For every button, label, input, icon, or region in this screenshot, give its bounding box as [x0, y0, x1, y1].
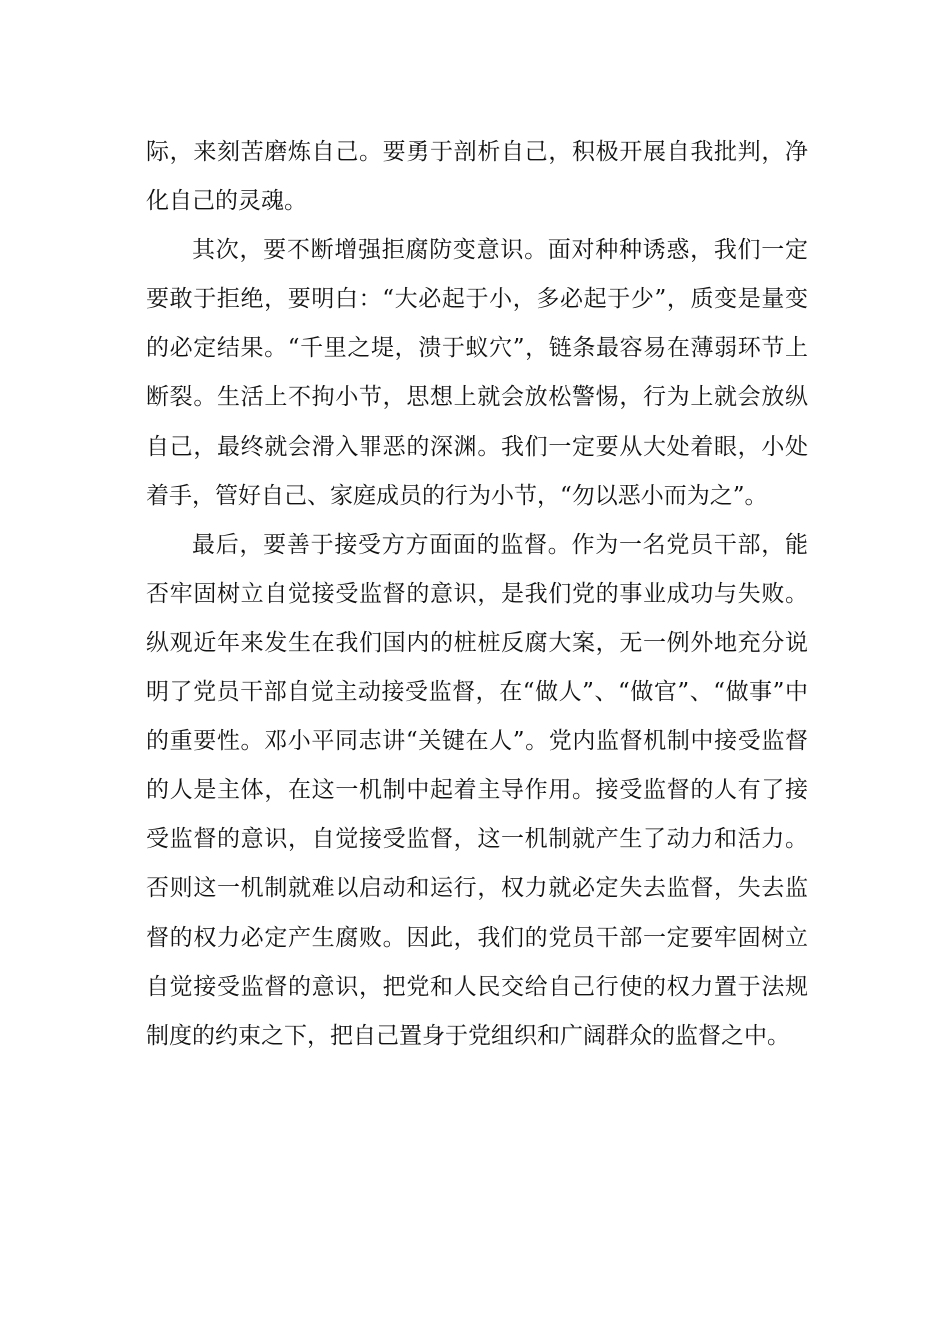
document-body [146, 128, 808, 1061]
paragraph-continuation: 际，来刻苦磨炼自己。要勇于剖析自己，积极开展自我批判，净化自己的灵魂。 [146, 139, 808, 215]
paragraph-final-point: 最后，要善于接受方方面面的监督。作为一名党员干部，能否牢固树立自觉接受监督的意识，是我们党的事业成功与失败。纵观近年来发生在我们国内的桩桩反腐大案，无一例外地充分说明了党员干部自觉主动接受监督，在“做人”、“做官”、“做事”中的重要性。邓小平同志讲“关键在人”。党内监督机制中接受监督的人是主体，在这一机制中起着主导作用。接受监督的人有了接受监督的意识，自觉接受监督，这一机制就产生了动力和活力。否则这一机制就难以启动和运行，权力就必定失去监督，失去监督的权力必定产生腐败。因此，我们的党员干部一定要牢固树立自觉接受监督的意识，把党和人民交给自己行使的权力置于法规制度的约束之下，把自己置身于党组织和广阔群众的监督之中。 [146, 531, 808, 1049]
paragraph-second-point: 其次，要不断增强拒腐防变意识。面对种种诱惑，我们一定要敢于拒绝，要明白：“大必起于小，多必起于少”，质变是量变的必定结果。“千里之堤，溃于蚁穴”，链条最容易在薄弱环节上断裂。生活上不拘小节，思想上就会放松警惕，行为上就会放纵自己，最终就会滑入罪恶的深渊。我们一定要从大处着眼，小处着手，管好自己、家庭成员的行为小节，“勿以恶小而为之”。 [146, 237, 808, 509]
